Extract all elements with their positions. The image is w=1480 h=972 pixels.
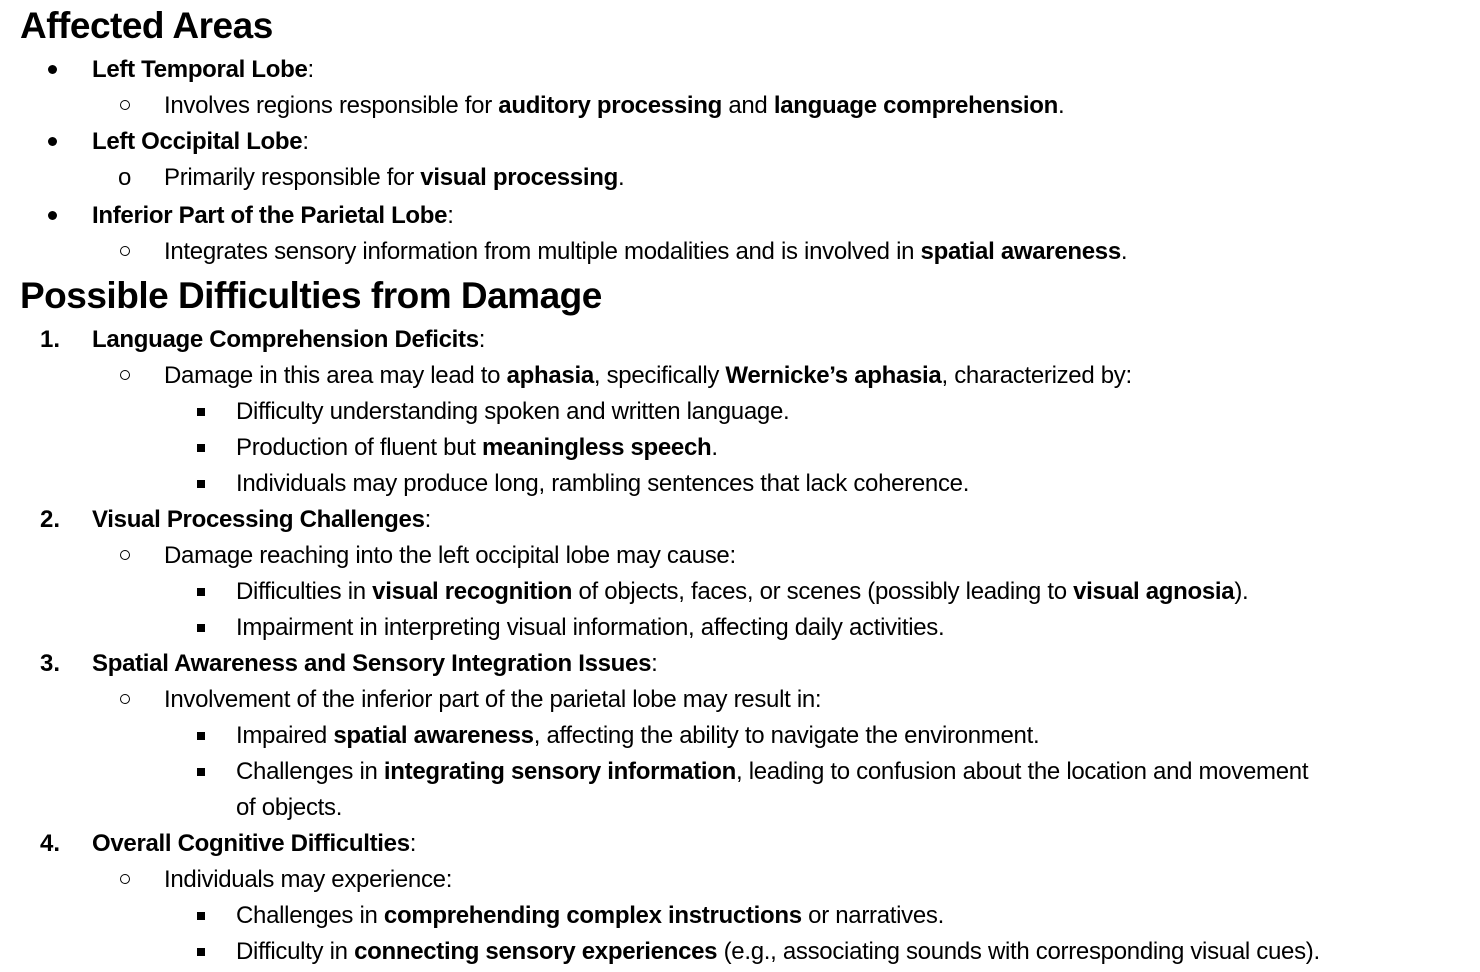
text-run: Production of fluent but (236, 434, 483, 461)
text-run: Difficulty understanding spoken and written language. (236, 398, 790, 425)
bullet-circle-icon (120, 100, 130, 110)
text-run: Individuals may produce long, rambling sentences that lack coherence. (236, 470, 970, 497)
text-run: . (1057, 92, 1065, 119)
bold-run: visual agnosia (1073, 578, 1235, 605)
bullet-square-icon (197, 408, 205, 416)
section-heading-affected-areas: Affected Areas (20, 5, 273, 46)
bold-run: Left Occipital Lobe (92, 128, 303, 155)
difficulty-item (92, 322, 485, 358)
area-description (164, 234, 1127, 270)
bold-run: Inferior Part of the Parietal Lobe (92, 202, 448, 229)
bullet-disc-icon (48, 65, 57, 74)
bullet-square-icon (197, 588, 205, 596)
difficulty-detail (236, 718, 1039, 754)
section-heading-possible-difficulties: Possible Difficulties from Damage (20, 275, 602, 316)
difficulty-item (92, 646, 658, 682)
text-run: Damage reaching into the left occipital lobe may cause: (164, 542, 736, 569)
area-description (164, 160, 624, 196)
text-run: and (721, 92, 774, 119)
bold-run: visual recognition (372, 578, 573, 605)
difficulty-detail (236, 466, 969, 502)
bullet-square-icon (197, 444, 205, 452)
bold-run: visual processing (420, 164, 618, 191)
bullet-square-icon (197, 948, 205, 956)
difficulty-detail (236, 394, 789, 430)
bullet-square-icon (197, 480, 205, 488)
bullet-circle-icon (120, 874, 130, 884)
bullet-square-icon (197, 732, 205, 740)
text-run: Difficulties in (236, 578, 373, 605)
difficulty-detail (236, 790, 342, 826)
number-marker (40, 322, 60, 358)
text-run: . (711, 434, 718, 461)
text-run: of objects, faces, or scenes (possibly leading to (572, 578, 1074, 605)
bullet-circle-icon (120, 246, 130, 256)
text-run: Impaired (236, 722, 334, 749)
bold-run: Overall Cognitive Difficulties (92, 830, 410, 857)
area-description (164, 88, 1064, 124)
list-number: 2. (40, 506, 61, 533)
difficulty-detail (236, 754, 1308, 790)
text-run: : (447, 202, 454, 229)
bold-run: connecting sensory experiences (354, 938, 718, 965)
bullet-square-icon (197, 624, 205, 632)
text-run: : (302, 128, 309, 155)
difficulty-description (164, 358, 1132, 394)
bold-run: meaningless speech (482, 434, 712, 461)
bullet-circle-icon (120, 370, 130, 380)
bold-run: Language Comprehension Deficits (92, 326, 479, 353)
text-run: . (1120, 238, 1128, 265)
bullet-disc-icon (48, 137, 57, 146)
text-run: Involves regions responsible for (164, 92, 499, 119)
difficulty-description (164, 862, 452, 898)
number-marker (40, 502, 60, 538)
text-run: Integrates sensory information from multiple modalities and is involved in (164, 238, 921, 265)
text-run: Primarily responsible for (164, 164, 421, 191)
text-run: Individuals may experience: (164, 866, 453, 893)
bold-run: aphasia (506, 362, 594, 389)
text-run: : (424, 506, 432, 533)
text-run: , affecting the ability to navigate the environment. (533, 722, 1040, 749)
text-run: , leading to confusion about the location and movement (735, 758, 1309, 785)
bullet-square-icon (197, 768, 205, 776)
text-run: : (478, 326, 486, 353)
text-run: : (409, 830, 417, 857)
difficulty-detail (236, 430, 718, 466)
text-run: (e.g., associating sounds with corresponding visual cues). (717, 938, 1320, 965)
area-item (92, 124, 309, 160)
text-run: Involvement of the inferior part of the parietal lobe may result in: (164, 686, 822, 713)
bold-run: language comprehension (773, 92, 1058, 119)
letter-o-marker (118, 160, 131, 196)
bold-run: Wernicke’s aphasia (725, 362, 942, 389)
text-run: Challenges in (236, 902, 384, 929)
text-run: , specifically (593, 362, 726, 389)
difficulty-detail (236, 934, 1320, 970)
bold-run: auditory processing (498, 92, 722, 119)
text-run: Damage in this area may lead to (164, 362, 507, 389)
list-number: 3. (40, 650, 61, 677)
bullet-square-icon (197, 912, 205, 920)
bold-run: spatial awareness (920, 238, 1121, 265)
bold-run: spatial awareness (333, 722, 534, 749)
number-marker (40, 646, 60, 682)
bold-run: comprehending complex instructions (383, 902, 802, 929)
text-run: Challenges in (236, 758, 384, 785)
bold-run: integrating sensory information (383, 758, 736, 785)
bullet-circle-icon (120, 694, 130, 704)
text-run: ). (1234, 578, 1249, 605)
difficulty-description (164, 538, 736, 574)
list-number: 1. (40, 326, 61, 353)
difficulty-item (92, 826, 416, 862)
text-run: : (307, 56, 314, 83)
difficulty-detail (236, 610, 944, 646)
bullet-circle-icon (120, 550, 130, 560)
bullet-disc-icon (48, 211, 57, 220)
number-marker (40, 826, 60, 862)
bullet-o-icon: o (118, 164, 132, 191)
list-number: 4. (40, 830, 61, 857)
text-run: . (617, 164, 625, 191)
difficulty-description (164, 682, 821, 718)
bold-run: Visual Processing Challenges (92, 506, 425, 533)
bold-run: Left Temporal Lobe (92, 56, 308, 83)
area-item (92, 198, 454, 234)
text-run: , characterized by: (941, 362, 1132, 389)
text-run: or narratives. (801, 902, 945, 929)
text-run: : (651, 650, 658, 677)
text-run: Difficulty in (236, 938, 355, 965)
bold-run: Spatial Awareness and Sensory Integration Issues (92, 650, 652, 677)
difficulty-detail (236, 574, 1248, 610)
difficulty-item (92, 502, 431, 538)
difficulty-detail (236, 898, 944, 934)
text-run: Impairment in interpreting visual information, affecting daily activities. (236, 614, 945, 641)
area-item (92, 52, 314, 88)
text-run: of objects. (236, 794, 343, 821)
